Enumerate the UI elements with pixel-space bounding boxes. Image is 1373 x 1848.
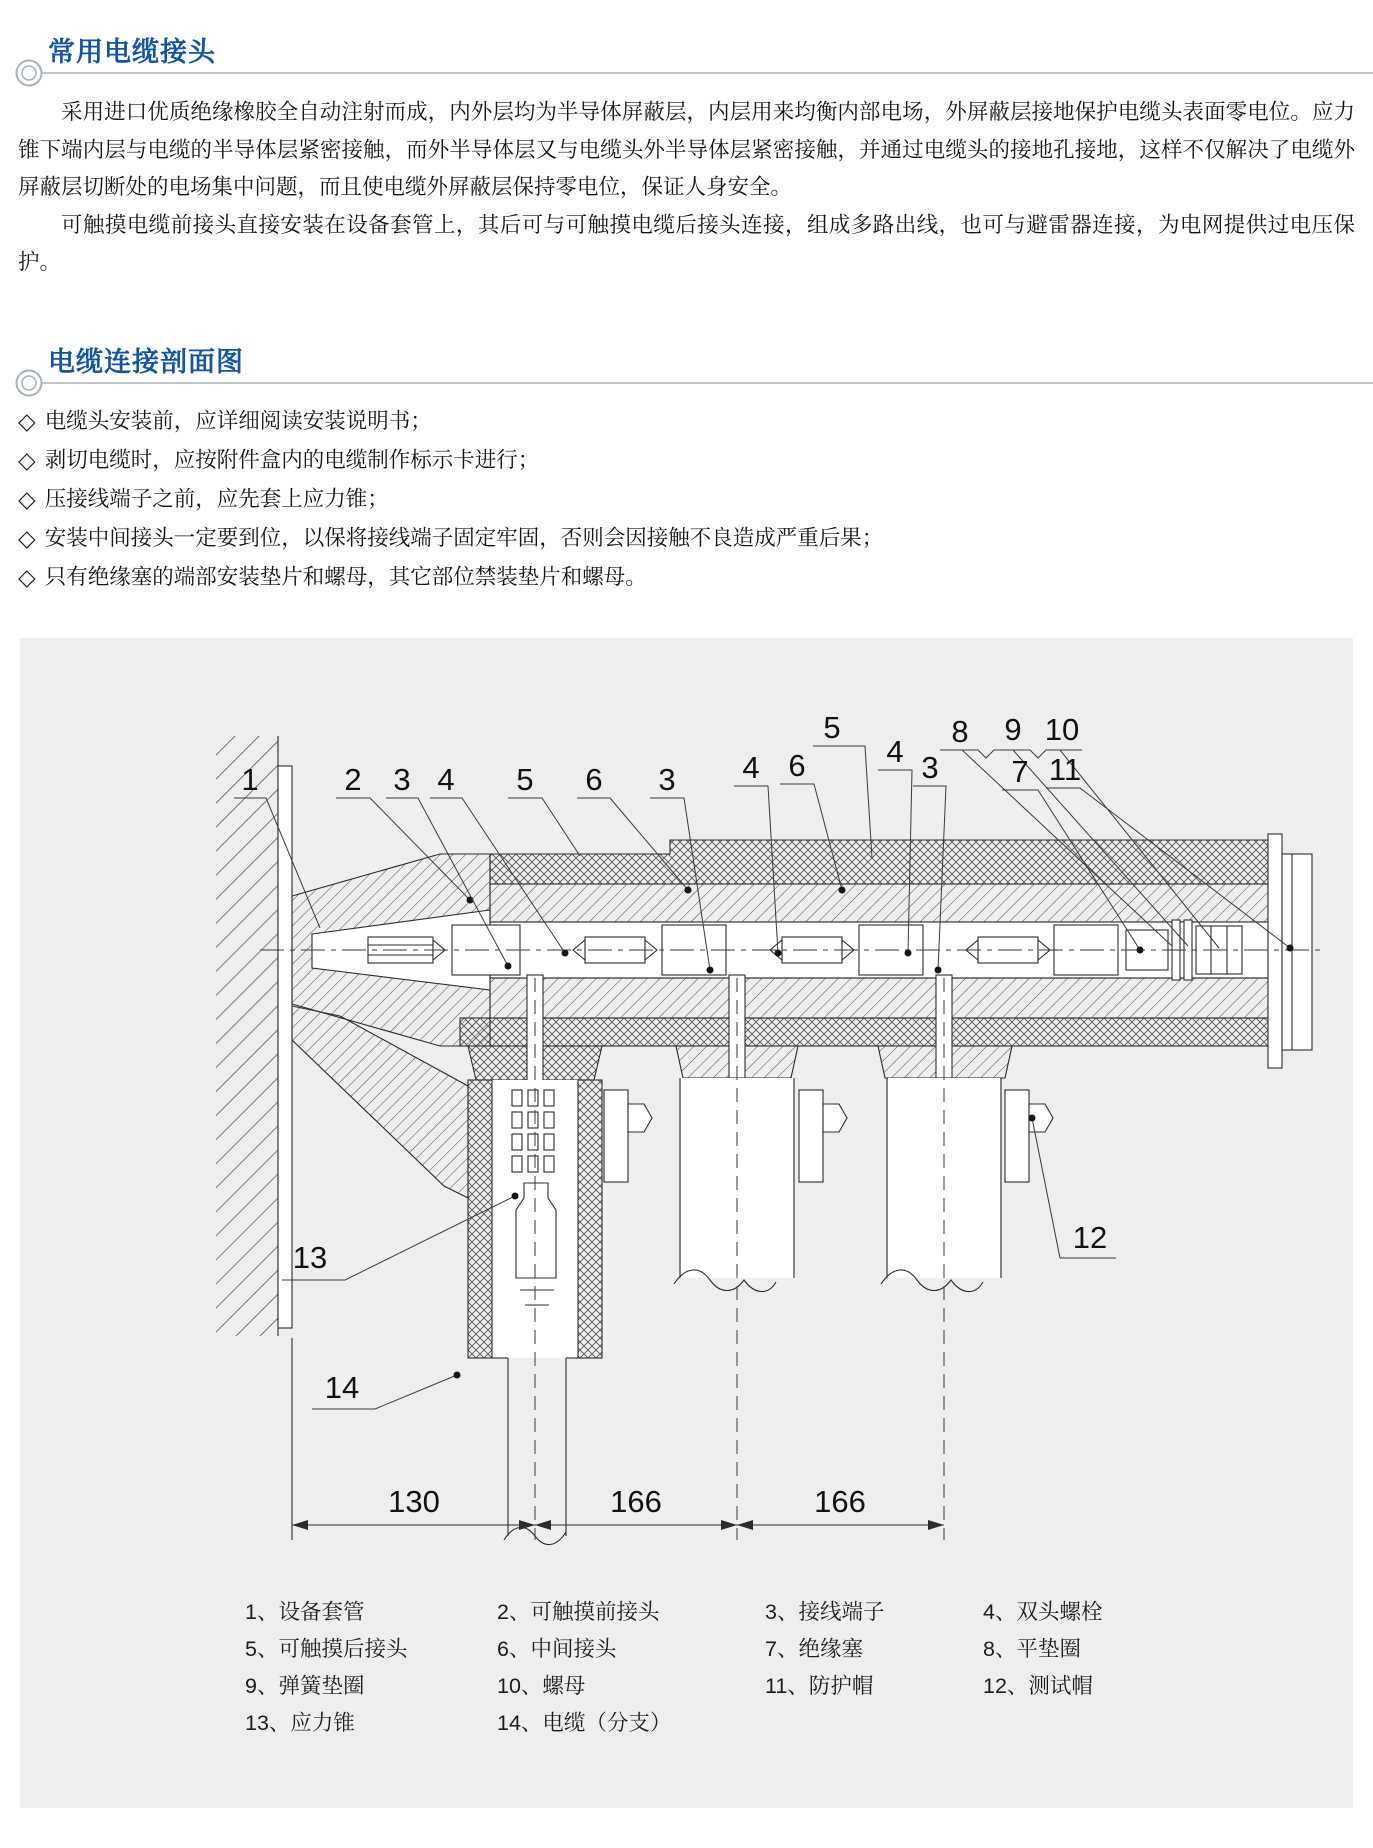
legend-item-4: 4、双头螺栓 — [983, 1600, 1103, 1624]
callout-10: 10 — [1044, 712, 1080, 747]
callout-6: 6 — [585, 762, 603, 797]
dimension-130: 130 — [388, 1484, 440, 1519]
test-cap-clamp — [1005, 1090, 1029, 1182]
callout-3: 3 — [393, 762, 411, 797]
diamond-bullet-icon: ◇ — [18, 486, 36, 512]
dimension-line — [292, 1484, 944, 1530]
legend-item-12: 12、测试帽 — [983, 1674, 1093, 1698]
note-text: 安装中间接头一定要到位，以保将接线端子固定牢固，否则会因接触不良造成严重后果； — [44, 526, 884, 550]
cable-branch-2 — [674, 1078, 794, 1292]
callout-5: 5 — [516, 762, 534, 797]
dimension-166b: 166 — [814, 1484, 866, 1519]
callout-9: 9 — [1004, 712, 1022, 747]
note-row — [18, 558, 1355, 597]
mounting-wall — [216, 736, 292, 1336]
callout-2: 2 — [344, 762, 362, 797]
callout-4: 4 — [437, 762, 455, 797]
callout-12: 12 — [1072, 1220, 1108, 1255]
callout-13: 13 — [292, 1240, 328, 1275]
diamond-bullet-icon: ◇ — [18, 564, 36, 590]
legend-item-5: 5、可触摸后接头 — [245, 1637, 408, 1661]
callout-4b: 4 — [742, 750, 760, 785]
end-plate — [1268, 834, 1282, 1068]
legend-item-10: 10、螺母 — [497, 1674, 586, 1698]
diamond-bullet-icon: ◇ — [18, 525, 36, 551]
callout-4c: 4 — [886, 734, 904, 769]
callout-14: 14 — [324, 1370, 360, 1405]
protective-cap — [1282, 854, 1312, 1050]
note-row — [18, 441, 1355, 480]
callout-6b: 6 — [788, 748, 806, 783]
intro-paragraph-2: 可触摸电缆前接头直接安装在设备套管上，其后可与可触摸电缆后接头连接，组成多路出线，也可与避雷器连接，为电网提供过电压保护。 — [18, 212, 1355, 274]
cable-branch-3 — [881, 1078, 1001, 1292]
dimension-166a: 166 — [610, 1484, 662, 1519]
legend-item-6: 6、中间接头 — [497, 1637, 617, 1661]
legend-item-14: 14、电缆（分支） — [497, 1711, 672, 1735]
legend-item-8: 8、平垫圈 — [983, 1637, 1081, 1661]
legend-item-1: 1、设备套管 — [245, 1600, 365, 1624]
legend-item-2: 2、可触摸前接头 — [497, 1600, 660, 1624]
callout-3b: 3 — [658, 762, 676, 797]
section1-title: 常用电缆接头 — [48, 37, 216, 67]
callout-11: 11 — [1048, 752, 1082, 787]
note-text: 剥切电缆时，应按附件盒内的电缆制作标示卡进行； — [44, 448, 540, 472]
note-row — [18, 402, 1355, 441]
legend-item-11: 11、防护帽 — [765, 1674, 874, 1698]
callout-8: 8 — [951, 714, 969, 749]
legend-item-7: 7、绝缘塞 — [765, 1637, 863, 1661]
note-row — [18, 519, 1355, 558]
callout-5b: 5 — [823, 710, 841, 745]
parts-legend — [245, 1594, 1213, 1742]
intro-paragraph-1: 采用进口优质绝缘橡胶全自动注射而成，内外层均为半导体屏蔽层，内层用来均衡内部电场，外屏蔽层接地保护电缆头表面零电位。应力锥下端内层与电缆的半导体层紧密接触，而外半导体层又与电缆头外半导体层紧密接触，并通过电缆头的接地孔接地，这样不仅解决了电缆外屏蔽层切断处的电场集中问题，而且使电缆外屏蔽层保持零电位，保证人身安全。 — [18, 100, 1355, 199]
cable-section-drawing — [20, 638, 1353, 1583]
diamond-bullet-icon: ◇ — [18, 408, 36, 434]
note-text: 压接线端子之前，应先套上应力锥； — [44, 487, 389, 511]
section1-rule-decoration — [14, 57, 1373, 91]
callout-1: 1 — [241, 762, 259, 797]
callout-7: 7 — [1011, 754, 1029, 789]
section2-rule-decoration — [14, 367, 1373, 401]
note-text: 只有绝缘塞的端部安装垫片和螺母，其它部位禁装垫片和螺母。 — [44, 565, 647, 589]
section2-title: 电缆连接剖面图 — [48, 347, 244, 377]
callout-3c: 3 — [921, 750, 939, 785]
note-text: 电缆头安装前，应详细阅读安装说明书； — [44, 409, 432, 433]
legend-item-13: 13、应力锥 — [245, 1711, 355, 1735]
legend-item-3: 3、接线端子 — [765, 1600, 885, 1624]
note-row — [18, 480, 1355, 519]
diamond-bullet-icon: ◇ — [18, 447, 36, 473]
intro-paragraphs — [18, 94, 1355, 282]
installation-notes — [18, 402, 1355, 597]
legend-item-9: 9、弹簧垫圈 — [245, 1674, 365, 1698]
cable-section-diagram-panel — [20, 638, 1353, 1808]
